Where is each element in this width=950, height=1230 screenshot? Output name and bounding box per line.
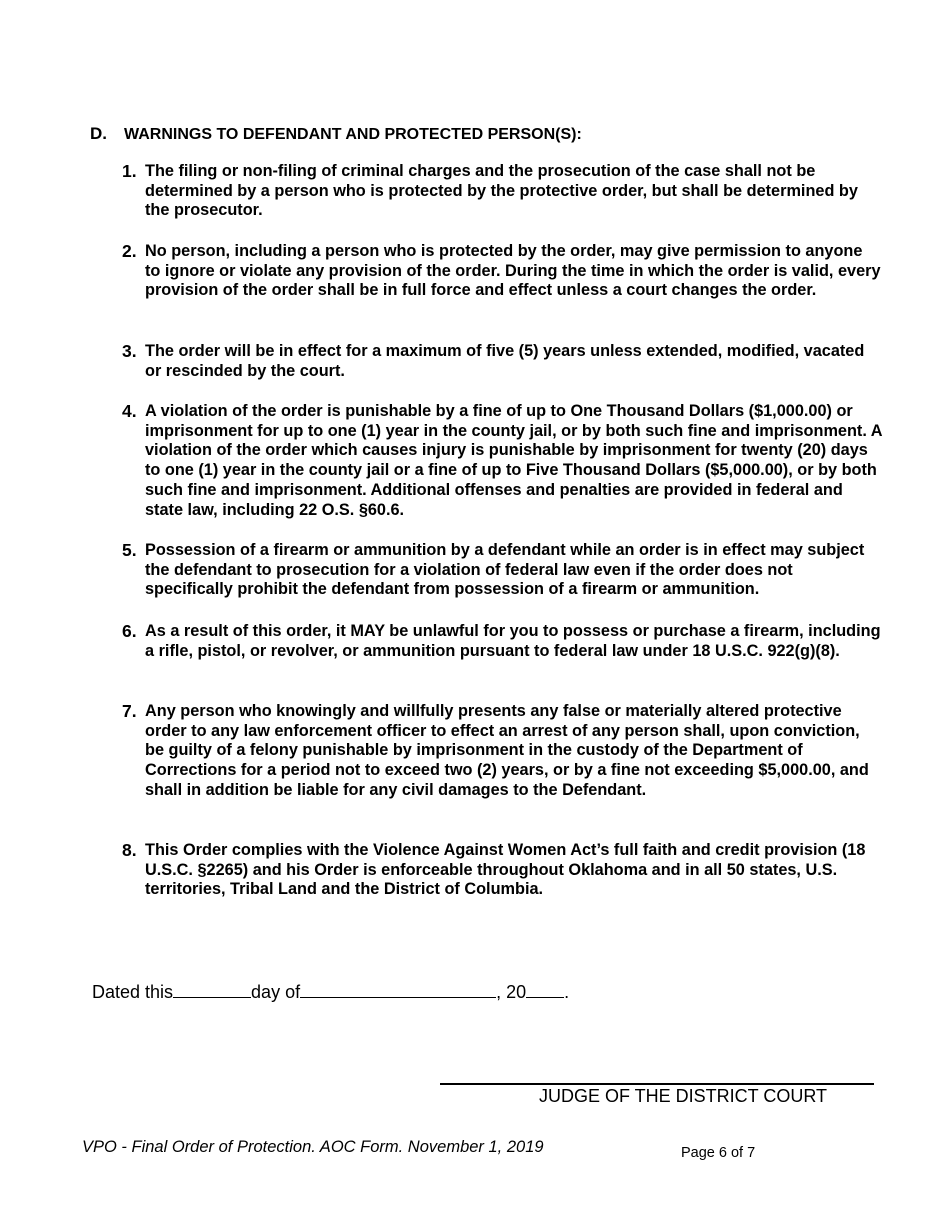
section-letter: D. <box>90 124 107 143</box>
warning-item-4 <box>122 402 882 520</box>
warning-number: 2. <box>122 241 137 261</box>
warning-text: The order will be in effect for a maximum of five (5) years unless extended, modified, vacated or rescinded by the court. <box>145 342 865 380</box>
footer-form-info: VPO - Final Order of Protection. AOC Form. November 1, 2019 <box>82 1138 544 1156</box>
warning-item-5 <box>122 541 882 600</box>
warning-number: 3. <box>122 341 137 361</box>
warning-item-3 <box>122 342 882 381</box>
warning-number: 5. <box>122 540 137 560</box>
section-heading <box>90 124 582 144</box>
warning-item-1 <box>122 162 882 221</box>
dated-line <box>92 979 569 1003</box>
warning-number: 1. <box>122 161 137 181</box>
warning-item-8 <box>122 841 882 900</box>
warning-item-7 <box>122 702 882 801</box>
warning-text: Possession of a firearm or ammunition by a defendant while an order is in effect may subject the defendant to prosecution for a violation of federal law even if the order does not specifically prohibit the defendant from possession of a firearm or ammunition. <box>145 541 865 599</box>
warning-item-6 <box>122 622 882 661</box>
warning-text: A violation of the order is punishable by a fine of up to One Thousand Dollars ($1,000.00) or imprisonment for up to one (1) year in the county jail, or by both such fine and imprisonment. A violation of the order which causes injury is punishable by imprisonment for twenty (20) days to one (1) year in the county jail or a fine of up to Five Thousand Dollars ($5,000.00), or by both such fine and imprisonment. Additional offenses and penalties are provided in federal and state law, including 22 O.S. §60.6. <box>145 402 882 519</box>
footer-page-number: Page 6 of 7 <box>681 1145 756 1161</box>
warning-text: Any person who knowingly and willfully presents any false or materially altered protective order to any law enforcement officer to effect an arrest of any person shall, upon conviction, be guilty of a felony punishable by imprisonment in the custody of the Department of Corrections for a period not to exceed two (2) years, or by a fine not exceeding $5,000.00, and shall in addition be liable for any civil damages to the Defendant. <box>145 702 869 799</box>
warning-number: 6. <box>122 621 137 641</box>
warning-text: The filing or non-filing of criminal charges and the prosecution of the case shall not be determined by a person who is protected by the protective order, but shall be determined by the prosecutor. <box>145 162 858 220</box>
month-blank[interactable] <box>300 979 496 998</box>
warning-text: This Order complies with the Violence Against Women Act’s full faith and credit provision (18 U.S.C. §2265) and his Order is enforceable throughout Oklahoma and in all 50 states, U.S. territories, Tribal Land and the District of Columbia. <box>145 841 866 899</box>
section-title: WARNINGS TO DEFENDANT AND PROTECTED PERSON(S): <box>124 126 582 143</box>
year-blank[interactable] <box>526 979 564 998</box>
dated-day-of: day of <box>251 982 301 1002</box>
dated-year-prefix: , 20 <box>496 982 527 1002</box>
dated-prefix: Dated this <box>92 982 174 1002</box>
warning-text: As a result of this order, it MAY be unlawful for you to possess or purchase a firearm, including a rifle, pistol, or revolver, or ammunition pursuant to federal law under 18 U.S.C. 922(g)(8). <box>145 622 881 660</box>
warning-number: 7. <box>122 701 137 721</box>
day-blank[interactable] <box>173 979 251 998</box>
signature-line[interactable] <box>440 1083 874 1085</box>
warning-text: No person, including a person who is protected by the order, may give permission to anyone to ignore or violate any provision of the order. During the time in which the order is valid, every provision of the order shall be in full force and effect unless a court changes the order. <box>145 242 881 300</box>
judge-signature-label: JUDGE OF THE DISTRICT COURT <box>539 1086 828 1106</box>
warning-item-2 <box>122 242 882 301</box>
warning-number: 4. <box>122 401 137 421</box>
warning-number: 8. <box>122 840 137 860</box>
dated-end: . <box>564 982 570 1002</box>
